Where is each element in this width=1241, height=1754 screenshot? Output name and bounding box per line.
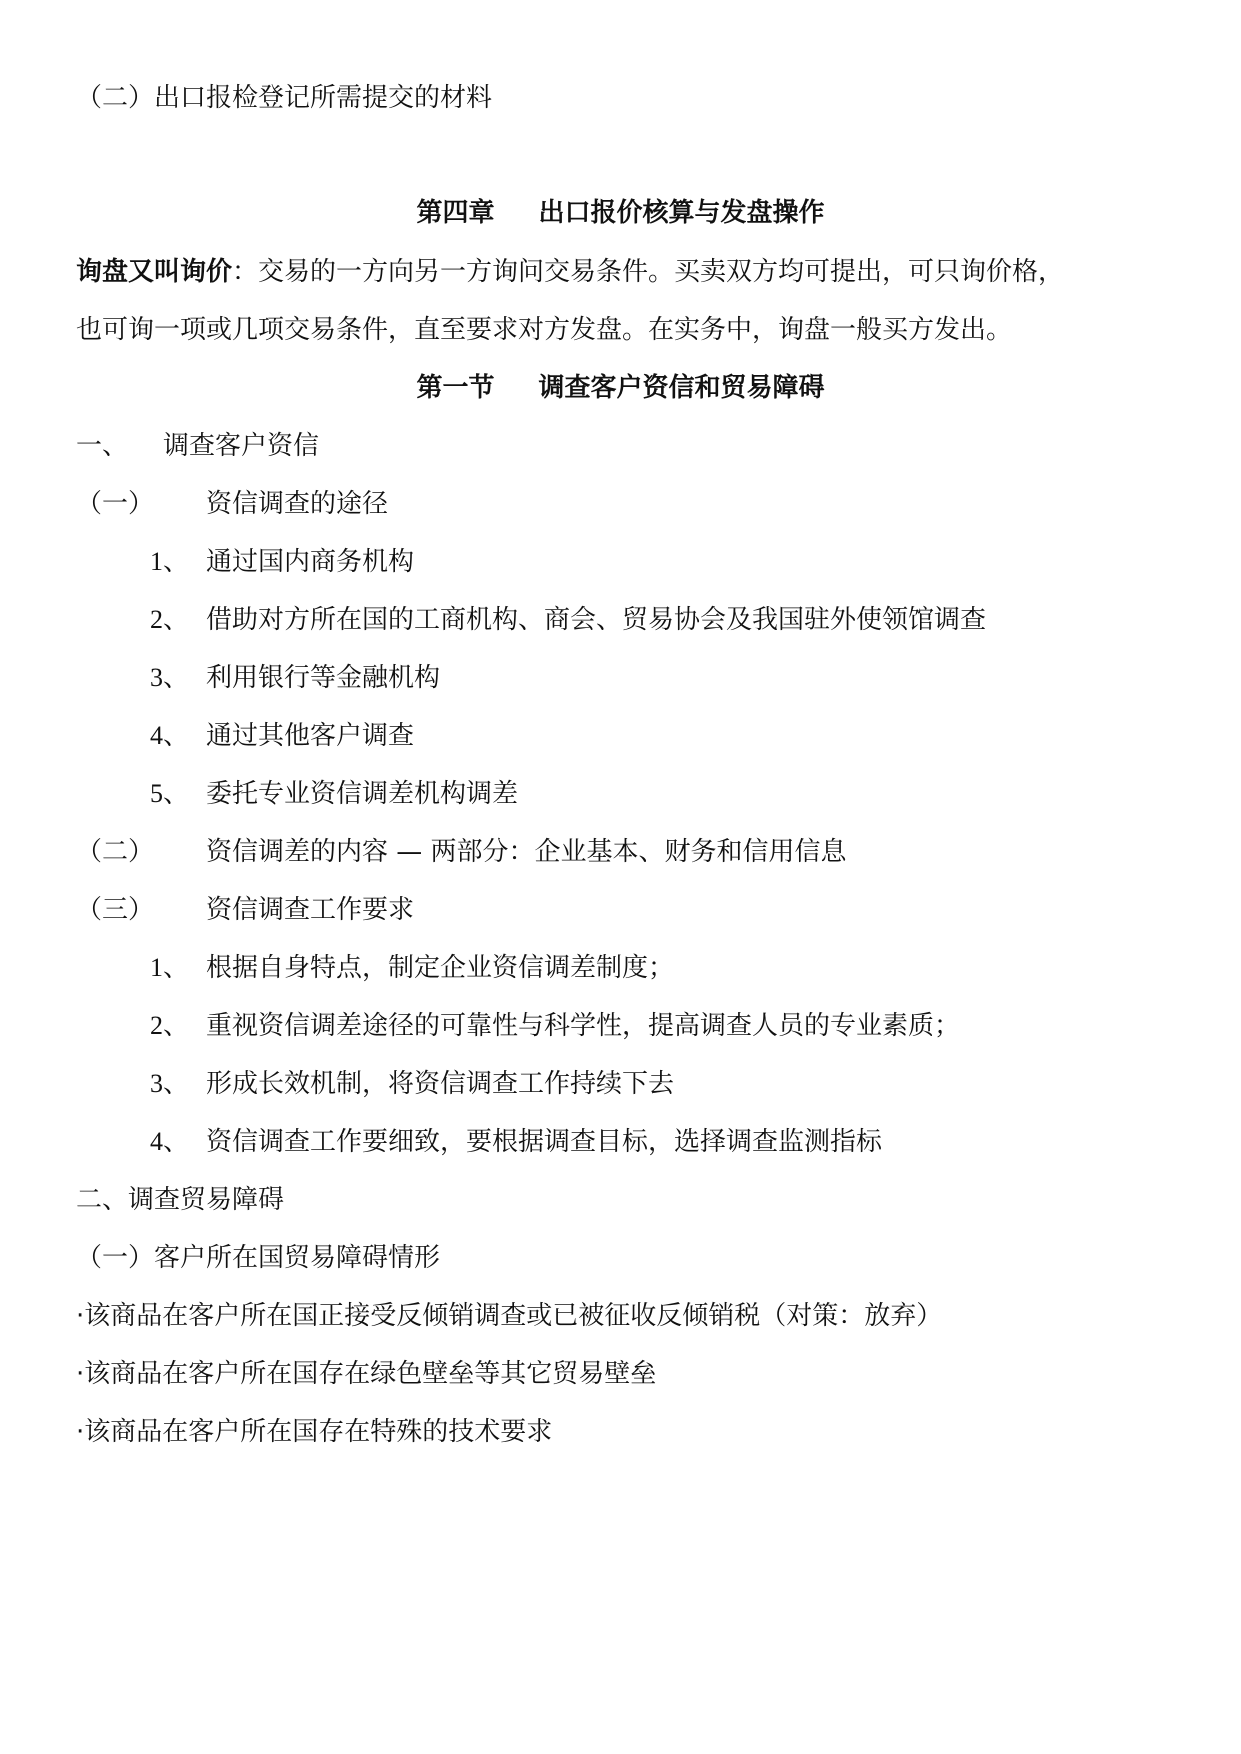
part2-bullet-1: ·该商品在客户所在国正接受反倾销调查或已被征收反倾销税（对策：放弃） (76, 1301, 943, 1331)
sub3-item-4-text: 资信调查工作要细致，要根据调查目标，选择调查监测指标 (206, 1127, 883, 1157)
definition-text-1: 交易的一方向另一方询问交易条件。买卖双方均可提出，可只询价格， (258, 257, 1065, 287)
sub1-item-2-num: 2、 (150, 605, 190, 634)
chapter-number: 第四章 (416, 198, 495, 228)
sub1-item-5-num: 5、 (150, 779, 190, 808)
definition-line-1 (76, 256, 1064, 288)
sub1-title: 资信调查的途径 (206, 489, 389, 519)
sub1-item-2-text: 借助对方所在国的工商机构、商会、贸易协会及我国驻外使领馆调查 (206, 605, 987, 635)
sub3-item-3-text: 形成长效机制，将资信调查工作持续下去 (206, 1069, 675, 1099)
sub3-label: （三） (76, 895, 155, 925)
sub1-item-1-text: 通过国内商务机构 (206, 547, 415, 577)
part1-title: 调查客户资信 (163, 431, 320, 461)
part2-bullet-3: ·该商品在客户所在国存在特殊的技术要求 (76, 1417, 553, 1447)
sub1-item-3-num: 3、 (150, 663, 190, 692)
sub1-item-4-text: 通过其他客户调查 (206, 721, 415, 751)
sub3-item-4-num: 4、 (150, 1127, 190, 1156)
section-title: 调查客户资信和贸易障碍 (538, 373, 825, 403)
definition-term: 询盘又叫询价 (76, 257, 233, 287)
sub3-title: 资信调查工作要求 (206, 895, 415, 925)
sub1-item-3-text: 利用银行等金融机构 (206, 663, 441, 693)
sub3-item-2-num: 2、 (150, 1011, 190, 1040)
chapter-heading (0, 197, 1241, 229)
definition-colon: ： (232, 257, 259, 287)
chapter-title: 出口报价核算与发盘操作 (538, 198, 825, 228)
section-number: 第一节 (416, 373, 495, 403)
sub3-item-3-num: 3、 (150, 1069, 190, 1098)
sub3-item-2-text: 重视资信调差途径的可靠性与科学性，提高调查人员的专业素质； (206, 1011, 961, 1041)
part2-sub1-title: （一）客户所在国贸易障碍情形 (76, 1243, 441, 1273)
section-heading (0, 372, 1241, 404)
sub1-label: （一） (76, 489, 155, 519)
sub2-label: （二） (76, 837, 155, 867)
sub2-title: 资信调差的内容 — 两部分：企业基本、财务和信用信息 (206, 837, 847, 867)
part1-label: 一、 (76, 431, 129, 461)
definition-line-2: 也可询一项或几项交易条件，直至要求对方发盘。在实务中，询盘一般买方发出。 (76, 315, 1013, 345)
sub1-item-5-text: 委托专业资信调差机构调差 (206, 779, 519, 809)
sub3-item-1-num: 1、 (150, 953, 190, 982)
sub1-item-4-num: 4、 (150, 721, 190, 750)
sub1-item-1-num: 1、 (150, 547, 190, 576)
sub3-item-1-text: 根据自身特点，制定企业资信调差制度； (206, 953, 675, 983)
top-heading: （二）出口报检登记所需提交的材料 (76, 83, 493, 113)
part2-bullet-2: ·该商品在客户所在国存在绿色壁垒等其它贸易壁垒 (76, 1359, 657, 1389)
part2-title: 二、调查贸易障碍 (76, 1185, 285, 1215)
